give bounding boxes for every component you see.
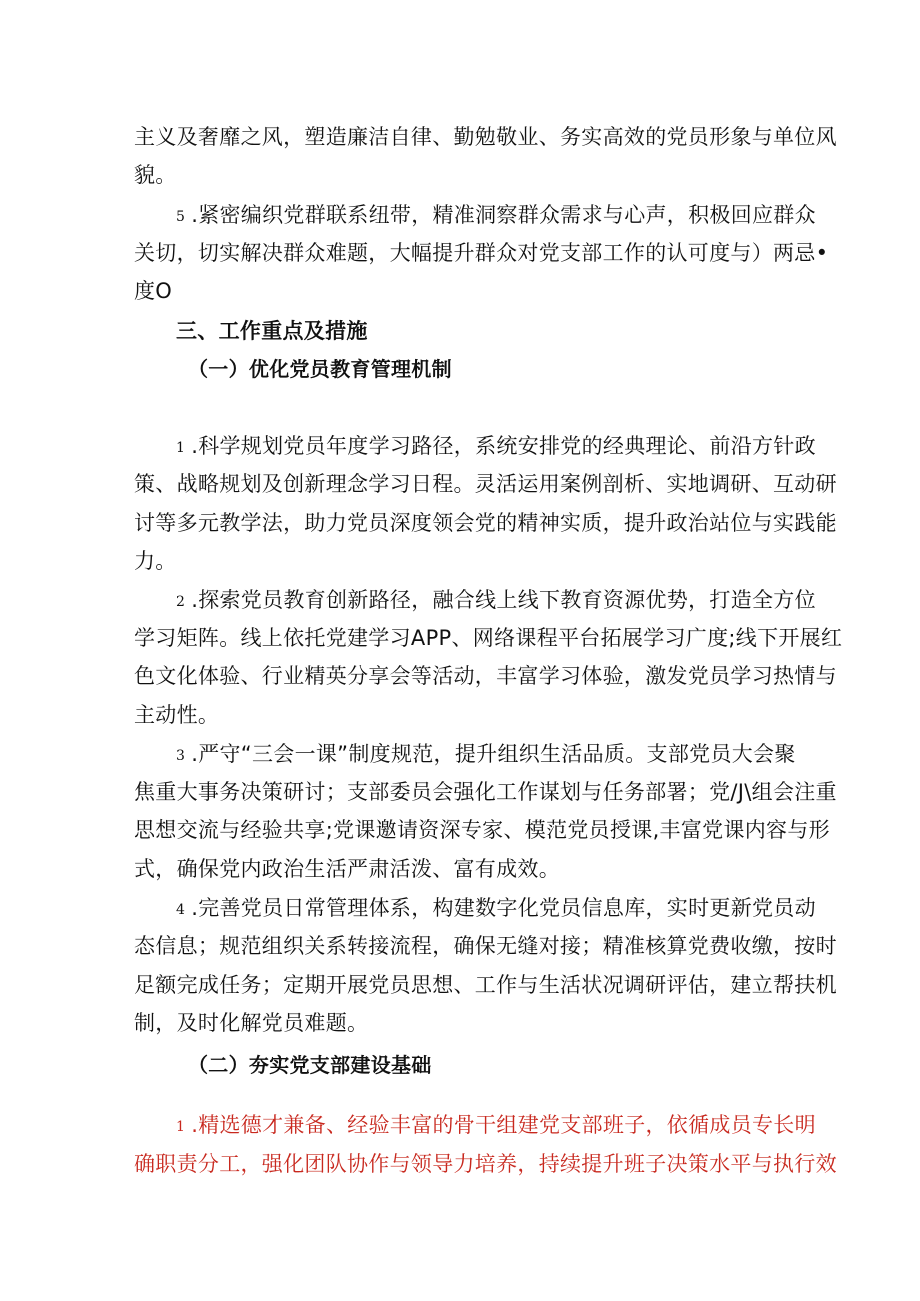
item-number: 1 [176,1119,186,1135]
item-number: 5 [176,209,186,225]
section-heading: 三、工作重点及措施 [176,319,368,343]
text-line: 策、战略规划及创新理念学习日程。灵活运用案例剖析、实地调研、互动研 [134,472,837,496]
text-line: 制，及时化解党员难题。 [134,1011,369,1035]
item-number: 1 [176,440,186,456]
item-number: 3 [176,748,186,764]
item-number: 2 [176,594,186,610]
text-line: 主动性。 [134,703,220,727]
text-line: 思想交流与经验共享;党课邀请资深专家、模范党员授课,丰富党课内容与形 [134,818,830,842]
paragraph-item-2 [176,585,836,618]
text-line: .探索党员教育创新路径，融合线上线下教育资源优势，打造全方位 [191,588,816,612]
text-line: 态信息；规范组织关系转接流程，确保无缝对接；精准核算党费收缴，按时 [134,934,837,958]
text-line: .完善党员日常管理体系，构建数字化党员信息库，实时更新党员动 [191,896,816,920]
text-line: 度O [134,279,173,303]
text-line: .严守“三会一课”制度规范，提升组织生活品质。支部党员大会聚 [191,742,796,766]
text-line: 力。 [134,549,177,573]
text-line: 貌。 [134,163,177,187]
text-line: .紧密编织党群联系纽带，精准洞察群众需求与心声，积极回应群众 [191,203,816,227]
text-line: .精选德才兼备、经验丰富的骨干组建党支部班子，依循成员专长明 [191,1113,816,1137]
text-line: .科学规划党员年度学习路径，系统安排党的经典理论、前沿方针政 [191,434,816,458]
text-line: 确职责分工，强化团队协作与领导力培养，持续提升班子决策水平与执行效 [134,1152,837,1176]
paragraph-item-3 [176,739,836,772]
paragraph-item-4 [176,893,836,926]
text-line: 焦重大事务决策研讨；支部委员会强化工作谋划与任务部署；党/J\组会注重 [134,780,837,804]
text-line: 足额完成任务；定期开展党员思想、工作与生活状况调研评估，建立帮扶机 [134,973,837,997]
paragraph-item-5 [176,200,836,233]
text-line: 关切，切实解决群众难题，大幅提升群众对党支部工作的认可度与）两忌• [134,241,829,265]
text-line: 式，确保党内政治生活严肃活泼、富有成效。 [134,857,560,881]
text-line: 色文化体验、行业精英分享会等活动，丰富学习体验，激发党员学习热情与 [134,664,837,688]
text-line: 讨等多元教学法，助力党员深度领会党的精神实质，提升政治站位与实践能 [134,511,837,535]
item-number: 4 [176,902,186,918]
subsection-heading: （一）优化党员教育管理机制 [188,357,452,381]
text-line: 学习矩阵。线上依托党建学习APP、网络课程平台拓展学习广度;线下开展红 [134,626,843,650]
paragraph-item-1-red [176,1110,836,1143]
subsection-heading: （二）夯实党支部建设基础 [188,1053,432,1077]
paragraph-item-1 [176,431,836,464]
text-line: 主义及奢靡之风，塑造廉洁自律、勤勉敬业、务实高效的党员形象与单位风 [134,125,837,149]
